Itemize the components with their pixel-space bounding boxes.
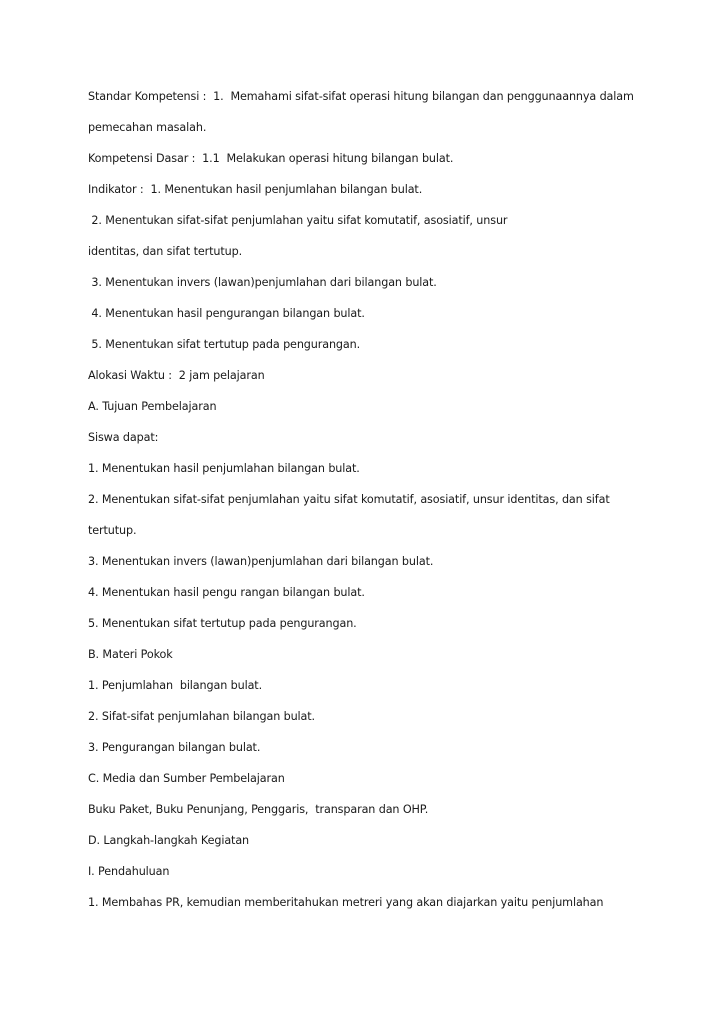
kompetensi-dasar-line: Kompetensi Dasar : 1.1 Melakukan operasi hitung bilangan bulat. <box>88 152 454 165</box>
standar-kompetensi-line: Standar Kompetensi : 1. Memahami sifat-sifat operasi hitung bilangan dan penggunaannya dalam <box>88 90 634 103</box>
section-heading-materi: B. Materi Pokok <box>88 648 173 661</box>
indikator-line-4: 4. Menentukan hasil pengurangan bilangan bulat. <box>88 307 365 320</box>
indikator-line-5: 5. Menentukan sifat tertutup pada pengurangan. <box>88 338 361 351</box>
pendahuluan-item-1: 1. Membahas PR, kemudian memberitahukan metreri yang akan diajarkan yaitu penjumlahan <box>88 896 604 909</box>
tujuan-item-5: 5. Menentukan sifat tertutup pada pengurangan. <box>88 617 357 630</box>
tujuan-item-3: 3. Menentukan invers (lawan)penjumlahan dari bilangan bulat. <box>88 555 434 568</box>
tujuan-item-1: 1. Menentukan hasil penjumlahan bilangan bulat. <box>88 462 360 475</box>
materi-item-3: 3. Pengurangan bilangan bulat. <box>88 741 261 754</box>
tujuan-item-2: 2. Menentukan sifat-sifat penjumlahan yaitu sifat komutatif, asosiatif, unsur identitas, dan sifat <box>88 493 610 506</box>
media-list-line: Buku Paket, Buku Penunjang, Penggaris, transparan dan OHP. <box>88 803 429 816</box>
section-heading-langkah: D. Langkah-langkah Kegiatan <box>88 834 250 847</box>
materi-item-1: 1. Penjumlahan bilangan bulat. <box>88 679 263 692</box>
standar-kompetensi-line-cont: pemecahan masalah. <box>88 121 207 134</box>
materi-item-2: 2. Sifat-sifat penjumlahan bilangan bulat. <box>88 710 315 723</box>
section-heading-media: C. Media dan Sumber Pembelajaran <box>88 772 285 785</box>
document-body <box>88 89 708 926</box>
section-heading-tujuan: A. Tujuan Pembelajaran <box>88 400 217 413</box>
indikator-line-2: 2. Menentukan sifat-sifat penjumlahan yaitu sifat komutatif, asosiatif, unsur <box>88 214 508 227</box>
tujuan-item-4: 4. Menentukan hasil pengu rangan bilangan bulat. <box>88 586 365 599</box>
indikator-line-3: 3. Menentukan invers (lawan)penjumlahan dari bilangan bulat. <box>88 276 437 289</box>
alokasi-waktu-line: Alokasi Waktu : 2 jam pelajaran <box>88 369 265 382</box>
indikator-line-1: Indikator : 1. Menentukan hasil penjumlahan bilangan bulat. <box>88 183 423 196</box>
siswa-dapat-line: Siswa dapat: <box>88 431 159 444</box>
subsection-pendahuluan: I. Pendahuluan <box>88 865 170 878</box>
tujuan-item-2-cont: tertutup. <box>88 524 137 537</box>
indikator-line-2-cont: identitas, dan sifat tertutup. <box>88 245 243 258</box>
